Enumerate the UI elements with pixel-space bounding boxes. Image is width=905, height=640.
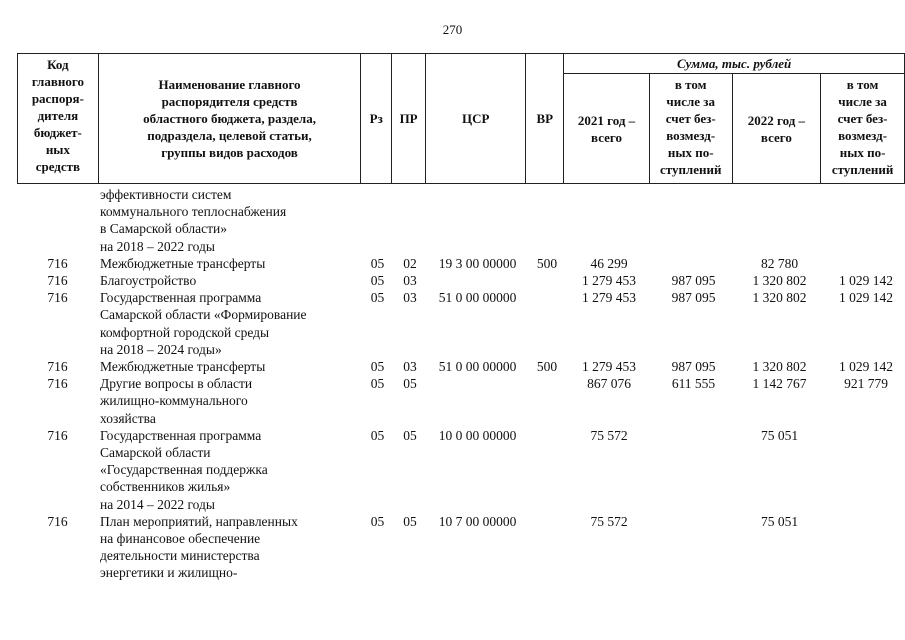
cell-pr: 05 xyxy=(403,427,417,443)
cell-pr xyxy=(393,186,427,255)
header-csr: ЦСР xyxy=(426,54,526,184)
cell-2021-free xyxy=(652,513,735,582)
cell-2021-free xyxy=(652,186,735,255)
cell-2022-total: 75 051 xyxy=(760,427,799,443)
cell-code: 716 xyxy=(47,359,68,375)
cell-rz xyxy=(362,186,393,255)
cell-2021-free: 987 095 xyxy=(671,359,716,375)
table-row xyxy=(17,358,905,375)
cell-name: Межбюджетные трансферты xyxy=(100,359,266,375)
header-2022-total: 2022 год – всего xyxy=(732,74,821,184)
page-number: 270 xyxy=(442,22,463,37)
header-name: Наименование главного распорядителя средств областного бюджета, раздела, подраздела, целевой статьи, группы видов расходов xyxy=(98,54,361,184)
table-body xyxy=(17,186,905,582)
header-2021-free: в том числе за счет без- возмезд- ных по- ступлений xyxy=(649,74,732,184)
header-code: Код главного распоря- дителя бюджет- ных средств xyxy=(18,54,99,184)
cell-vr xyxy=(528,427,566,513)
table-row xyxy=(17,513,905,582)
cell-2022-total: 75 051 xyxy=(760,513,799,529)
cell-2022-total: 82 780 xyxy=(760,255,799,271)
cell-2022-free: 1 029 142 xyxy=(839,273,893,289)
header-pr: ПР xyxy=(392,54,426,184)
cell-2021-free: 611 555 xyxy=(671,376,716,392)
cell-2022-free: 1 029 142 xyxy=(839,359,893,375)
cell-rz: 05 xyxy=(370,427,385,443)
cell-2022-free: 921 779 xyxy=(844,376,888,392)
cell-2021-free: 987 095 xyxy=(671,273,716,289)
cell-code: 716 xyxy=(47,273,68,289)
cell-rz: 05 xyxy=(370,255,385,271)
cell-2021-total: 867 076 xyxy=(587,376,631,392)
cell-vr xyxy=(528,513,566,582)
cell-2022-free xyxy=(824,186,905,255)
cell-name: Благоустройство xyxy=(100,273,197,289)
cell-rz: 05 xyxy=(370,513,385,529)
cell-2022-total: 1 320 802 xyxy=(752,290,807,306)
cell-vr xyxy=(528,186,566,255)
cell-2022-total: 1 142 767 xyxy=(752,376,807,392)
cell-name: Другие вопросы в области жилищно-коммунального хозяйства xyxy=(100,376,253,426)
cell-2021-total: 75 572 xyxy=(590,427,628,443)
header-2021-total: 2021 год – всего xyxy=(564,74,650,184)
cell-name: Межбюджетные трансферты xyxy=(100,255,266,271)
cell-pr: 05 xyxy=(403,376,417,392)
header-sum: Сумма, тыс. рублей xyxy=(564,54,905,74)
cell-vr: 500 xyxy=(536,359,558,375)
table-row xyxy=(17,255,905,272)
cell-2022-total: 1 320 802 xyxy=(752,273,807,289)
cell-name: Государственная программа Самарской области «Формирование комфортной городской среды на 2018 – 2024 годы» xyxy=(100,290,307,357)
cell-name: эффективности систем коммунального теплоснабжения в Самарской области» на 2018 – 2022 годы xyxy=(100,187,287,254)
cell-csr: 51 0 00 00000 xyxy=(438,359,517,375)
cell-code xyxy=(17,186,98,255)
cell-vr xyxy=(528,375,566,427)
cell-2021-total: 1 279 453 xyxy=(582,290,636,306)
cell-vr xyxy=(528,289,566,358)
cell-2021-total: 75 572 xyxy=(590,513,628,529)
cell-code: 716 xyxy=(47,290,68,306)
cell-2022-free xyxy=(824,427,905,513)
cell-code: 716 xyxy=(47,255,68,271)
cell-rz: 05 xyxy=(370,290,385,306)
cell-2021-total: 1 279 453 xyxy=(582,359,636,375)
cell-csr xyxy=(427,272,528,289)
cell-pr: 03 xyxy=(403,359,417,375)
cell-2021-free xyxy=(652,427,735,513)
cell-2022-total: 1 320 802 xyxy=(752,359,807,375)
table-row xyxy=(17,375,905,427)
cell-2022-total xyxy=(735,186,824,255)
cell-rz: 05 xyxy=(370,376,385,392)
table-row xyxy=(17,272,905,289)
cell-2021-total: 1 279 453 xyxy=(582,273,636,289)
cell-code: 716 xyxy=(47,427,68,443)
header-rz: Рз xyxy=(361,54,392,184)
header-vr: ВР xyxy=(526,54,564,184)
cell-csr xyxy=(427,375,528,427)
cell-2022-free xyxy=(824,255,905,272)
cell-2022-free xyxy=(824,513,905,582)
table-header xyxy=(17,53,905,184)
cell-csr: 51 0 00 00000 xyxy=(438,290,517,306)
cell-csr: 19 3 00 00000 xyxy=(438,255,517,271)
cell-2021-free: 987 095 xyxy=(671,290,716,306)
header-2022-free: в том числе за счет без- возмезд- ных по- ступлений xyxy=(821,74,905,184)
cell-pr: 02 xyxy=(403,255,417,271)
cell-vr: 500 xyxy=(536,255,558,271)
cell-2021-total: 46 299 xyxy=(590,255,628,271)
cell-2021-total xyxy=(566,186,652,255)
table-row xyxy=(17,289,905,358)
cell-csr xyxy=(427,186,528,255)
cell-pr: 05 xyxy=(403,513,417,529)
cell-name: План мероприятий, направленных на финансовое обеспечение деятельности министерства энергетики и жилищно- xyxy=(100,513,298,581)
cell-rz: 05 xyxy=(370,273,385,289)
cell-pr: 03 xyxy=(403,290,417,306)
cell-vr xyxy=(528,272,566,289)
cell-name: Государственная программа Самарской области «Государственная поддержка собственников жилья» на 2014 – 2022 годы xyxy=(100,427,268,512)
cell-pr: 03 xyxy=(403,273,417,289)
cell-csr: 10 7 00 00000 xyxy=(438,513,517,529)
table-row xyxy=(17,427,905,513)
cell-code: 716 xyxy=(47,376,68,392)
cell-2021-free xyxy=(652,255,735,272)
cell-2022-free: 1 029 142 xyxy=(839,290,893,306)
cell-code: 716 xyxy=(47,513,68,529)
table-row xyxy=(17,186,905,255)
cell-rz: 05 xyxy=(370,359,385,375)
cell-csr: 10 0 00 00000 xyxy=(438,427,517,443)
